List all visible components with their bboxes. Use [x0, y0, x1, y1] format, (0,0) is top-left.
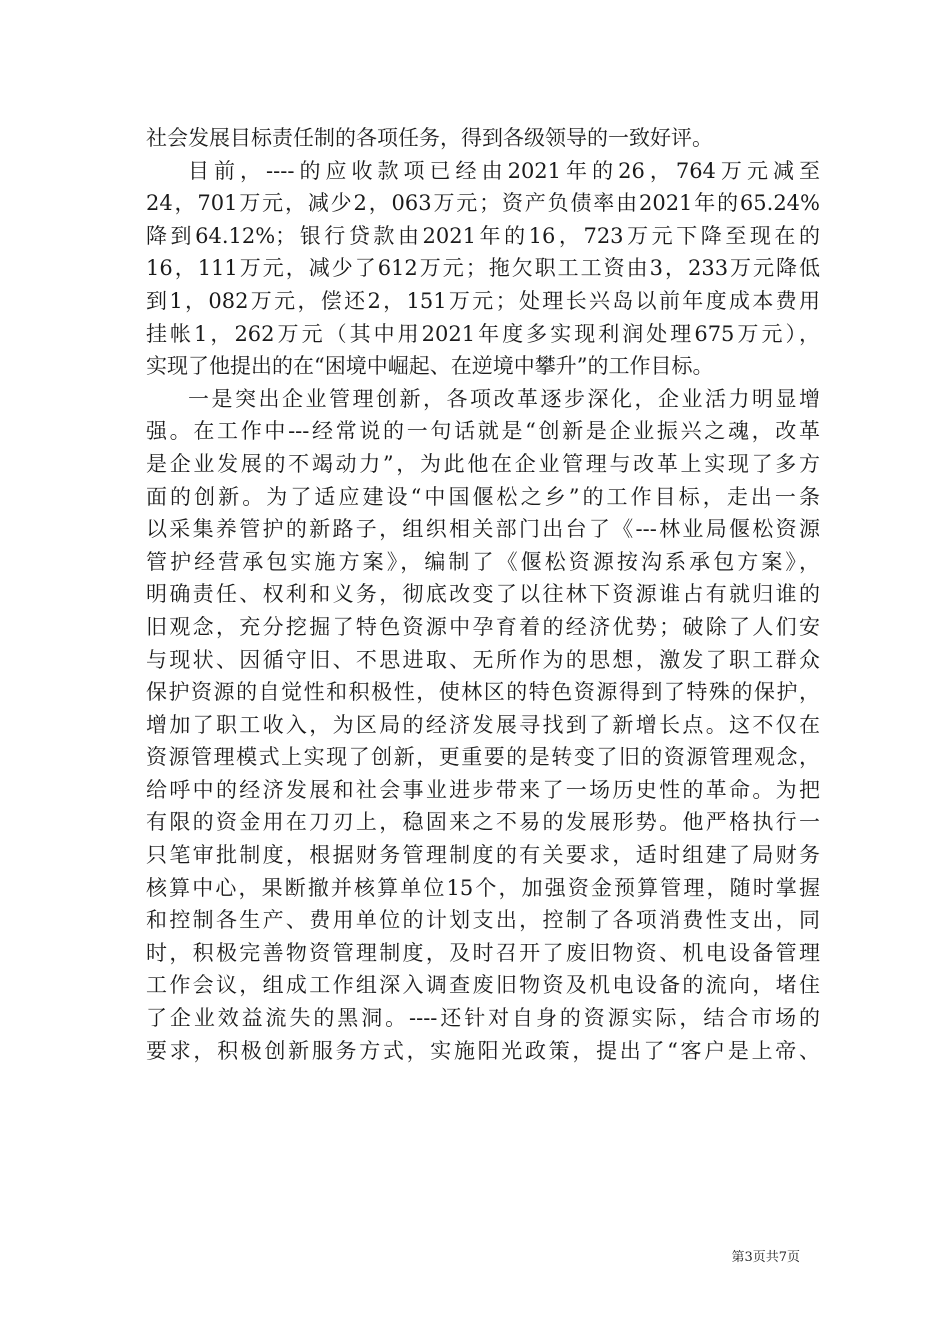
text-line: 保护资源的自觉性和积极性，使林区的特色资源得到了特殊的保护，: [146, 680, 820, 705]
text-line: 到1，082万元，偿还2，151万元；处理长兴岛以前年度成本费用: [146, 288, 820, 313]
text-line: 实现了他提出的在“困境中崛起、在逆境中攀升”的工作目标。: [146, 354, 714, 379]
text-line: 要求，积极创新服务方式，实施阳光政策，提出了“客户是上帝、: [146, 1038, 820, 1063]
text-line: 社会发展目标责任制的各项任务，得到各级领导的一致好评。: [146, 126, 713, 150]
text-line: 给呼中的经济发展和社会事业进步带来了一场历史性的革命。为把: [146, 777, 820, 802]
text-line: 与现状、因循守旧、不思进取、无所作为的思想，激发了职工群众: [146, 647, 820, 672]
text-line: 24，701万元，减少2，063万元；资产负债率由2021年的65.24%: [146, 191, 820, 216]
text-line: 挂帐1，262万元（其中用2021年度多实现利润处理675万元），: [146, 321, 820, 346]
document-body: [146, 122, 820, 1067]
text-line: 强。在工作中---经常说的一句话就是“创新是企业振兴之魂，改革: [146, 419, 820, 444]
text-line: 16，111万元，减少了612万元；拖欠职工工资由3，233万元降低: [146, 256, 820, 281]
text-line: 时，积极完善物资管理制度，及时召开了废旧物资、机电设备管理: [146, 940, 820, 965]
text-line: 目前，----的应收款项已经由2021年的26，764万元减至: [188, 158, 820, 183]
text-line: 核算中心，果断撤并核算单位15个，加强资金预算管理，随时掌握: [146, 875, 820, 900]
text-line: 了企业效益流失的黑洞。----还针对自身的资源实际，结合市场的: [146, 1006, 820, 1031]
text-line: 管护经营承包实施方案》，编制了《偃松资源按沟系承包方案》，: [146, 549, 820, 574]
text-line: 一是突出企业管理创新，各项改革逐步深化，企业活力明显增: [188, 386, 820, 411]
text-line: 以采集养管护的新路子，组织相关部门出台了《---林业局偃松资源: [146, 517, 820, 542]
text-line: 降到64.12%；银行贷款由2021年的16，723万元下降至现在的: [146, 223, 820, 248]
text-line: 面的创新。为了适应建设“中国偃松之乡”的工作目标，走出一条: [146, 484, 820, 509]
page-number-footer: 第3页共7页: [731, 1250, 800, 1265]
text-line: 旧观念，充分挖掘了特色资源中孕育着的经济优势；破除了人们安: [146, 614, 820, 639]
text-line: 有限的资金用在刀刃上，稳固来之不易的发展形势。他严格执行一: [146, 810, 820, 835]
text-line: 只笔审批制度，根据财务管理制度的有关要求，适时组建了局财务: [146, 843, 820, 868]
text-line: 资源管理模式上实现了创新，更重要的是转变了旧的资源管理观念，: [146, 745, 820, 770]
text-line: 是企业发展的不竭动力”，为此他在企业管理与改革上实现了多方: [146, 451, 820, 476]
text-line: 明确责任、权利和义务，彻底改变了以往林下资源谁占有就归谁的: [146, 582, 820, 607]
text-line: 和控制各生产、费用单位的计划支出，控制了各项消费性支出，同: [146, 908, 820, 933]
text-line: 增加了职工收入，为区局的经济发展寻找到了新增长点。这不仅在: [146, 712, 820, 737]
text-line: 工作会议，组成工作组深入调查废旧物资及机电设备的流向，堵住: [146, 973, 820, 998]
